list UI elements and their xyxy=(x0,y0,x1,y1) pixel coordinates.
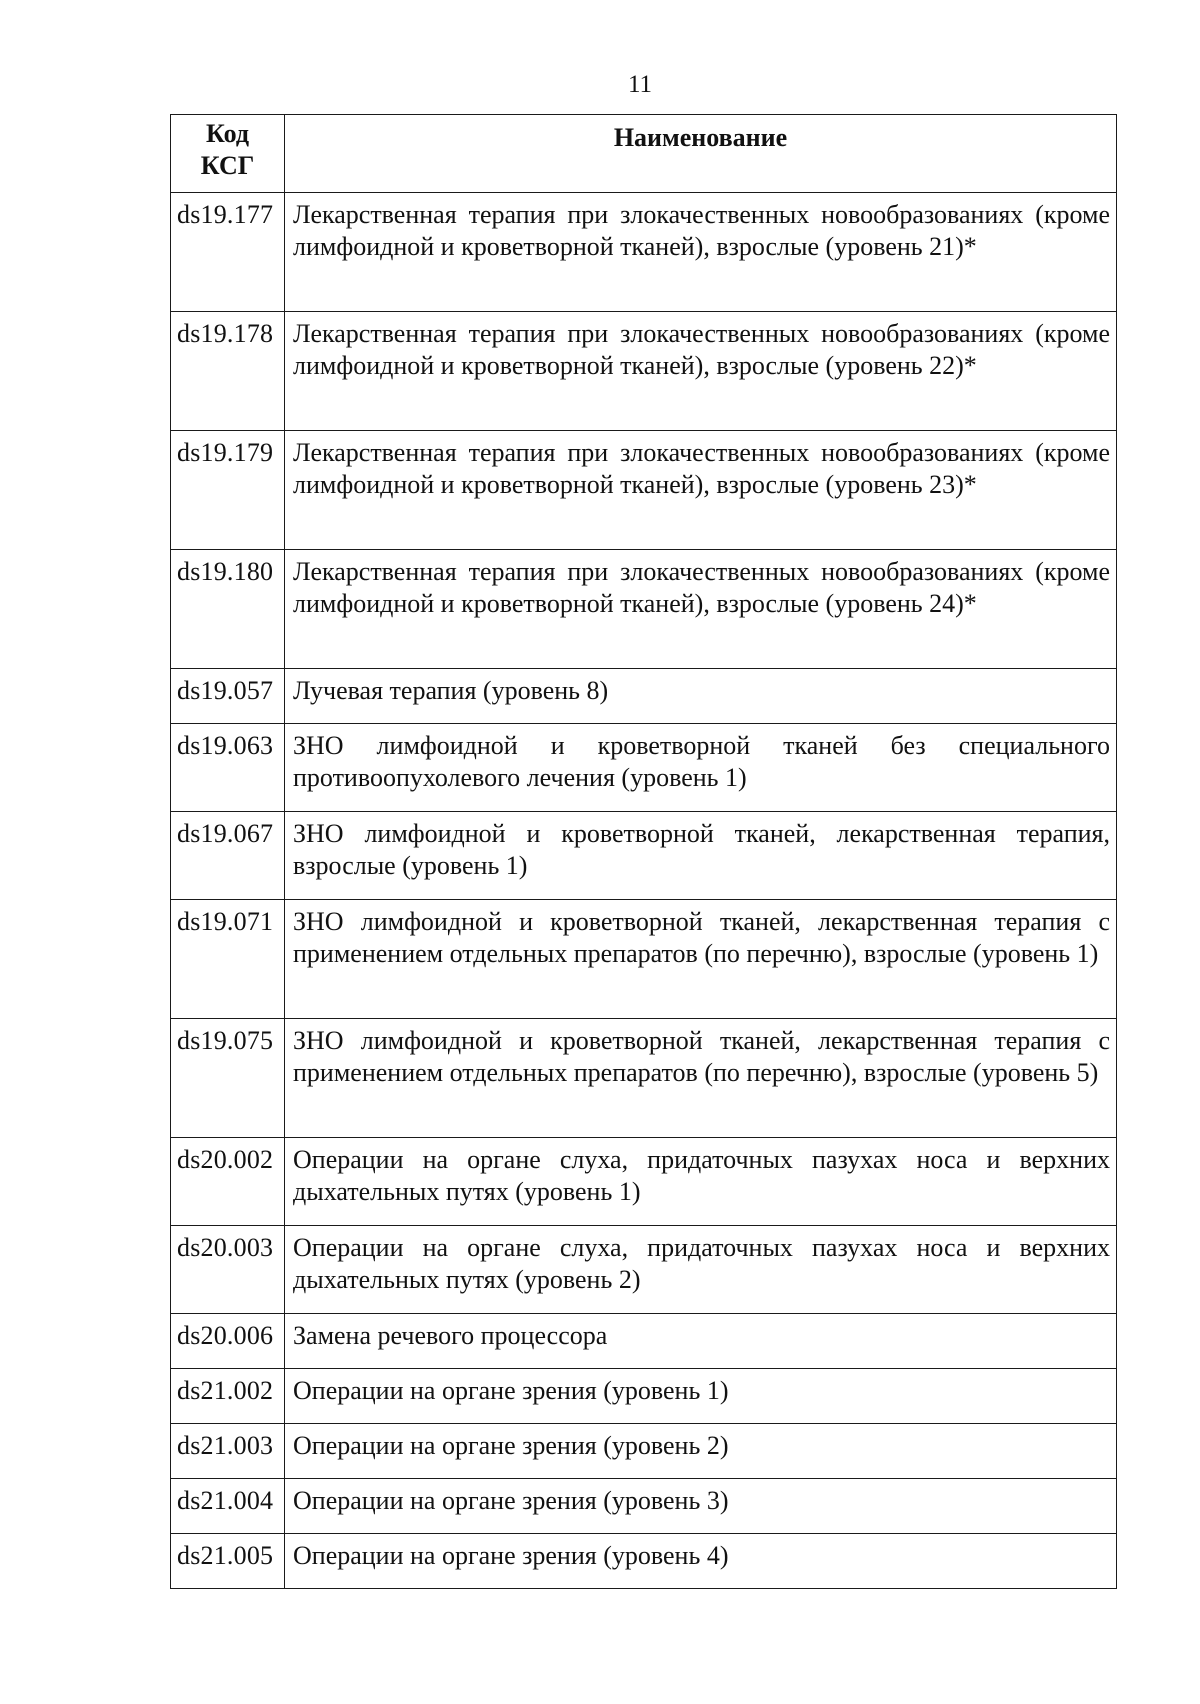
ksg-name-cell: Операции на органе зрения (уровень 4) xyxy=(285,1534,1117,1589)
page-number: 11 xyxy=(627,71,653,98)
ksg-name-cell: Операции на органе слуха, придаточных пазухах носа и верхних дыхательных путях (уровень 1) xyxy=(285,1138,1117,1226)
ksg-code-cell: ds21.002 xyxy=(171,1369,285,1424)
table-row xyxy=(171,193,1117,312)
ksg-code-cell: ds20.003 xyxy=(171,1226,285,1314)
ksg-code-cell: ds21.005 xyxy=(171,1534,285,1589)
column-header-name: Наименование xyxy=(285,115,1117,193)
table-row xyxy=(171,812,1117,900)
ksg-name-cell: Лучевая терапия (уровень 8) xyxy=(285,669,1117,724)
ksg-code-cell: ds19.075 xyxy=(171,1019,285,1138)
ksg-code-cell: ds19.178 xyxy=(171,312,285,431)
table-row xyxy=(171,312,1117,431)
ksg-name-cell: Лекарственная терапия при злокачественных новообразованиях (кроме лимфоидной и кроветворной тканей), взрослые (уровень 23)* xyxy=(285,431,1117,550)
table-row xyxy=(171,669,1117,724)
table-header-row xyxy=(171,115,1117,193)
table-row xyxy=(171,1019,1117,1138)
ksg-code-cell: ds20.002 xyxy=(171,1138,285,1226)
ksg-name-cell: Операции на органе зрения (уровень 1) xyxy=(285,1369,1117,1424)
column-header-code xyxy=(171,115,285,193)
ksg-name-cell: ЗНО лимфоидной и кроветворной тканей, лекарственная терапия с применением отдельных препаратов (по перечню), взрослые (уровень 1) xyxy=(285,900,1117,1019)
ksg-name-cell: Лекарственная терапия при злокачественных новообразованиях (кроме лимфоидной и кроветворной тканей), взрослые (уровень 24)* xyxy=(285,550,1117,669)
ksg-name-cell: Лекарственная терапия при злокачественных новообразованиях (кроме лимфоидной и кроветворной тканей), взрослые (уровень 22)* xyxy=(285,312,1117,431)
column-header-code-line2: КСГ xyxy=(200,151,255,180)
table-row xyxy=(171,1138,1117,1226)
ksg-code-cell: ds19.071 xyxy=(171,900,285,1019)
ksg-code-cell: ds19.067 xyxy=(171,812,285,900)
table-row xyxy=(171,1369,1117,1424)
ksg-code-cell: ds19.057 xyxy=(171,669,285,724)
table-row xyxy=(171,1226,1117,1314)
ksg-code-cell: ds19.177 xyxy=(171,193,285,312)
table-row xyxy=(171,550,1117,669)
table-row xyxy=(171,724,1117,812)
ksg-name-cell: Лекарственная терапия при злокачественных новообразованиях (кроме лимфоидной и кроветворной тканей), взрослые (уровень 21)* xyxy=(285,193,1117,312)
ksg-name-cell: ЗНО лимфоидной и кроветворной тканей, лекарственная терапия с применением отдельных препаратов (по перечню), взрослые (уровень 5) xyxy=(285,1019,1117,1138)
ksg-table xyxy=(170,114,1117,1589)
ksg-name-cell: ЗНО лимфоидной и кроветворной тканей, лекарственная терапия, взрослые (уровень 1) xyxy=(285,812,1117,900)
ksg-code-cell: ds19.179 xyxy=(171,431,285,550)
ksg-name-cell: ЗНО лимфоидной и кроветворной тканей без специального противоопухолевого лечения (уровень 1) xyxy=(285,724,1117,812)
ksg-code-cell: ds21.003 xyxy=(171,1424,285,1479)
table-row xyxy=(171,1479,1117,1534)
ksg-name-cell: Операции на органе зрения (уровень 3) xyxy=(285,1479,1117,1534)
ksg-name-cell: Операции на органе слуха, придаточных пазухах носа и верхних дыхательных путях (уровень 2) xyxy=(285,1226,1117,1314)
table-row xyxy=(171,1314,1117,1369)
table-row xyxy=(171,431,1117,550)
ksg-code-cell: ds19.180 xyxy=(171,550,285,669)
column-header-code-line1: Код xyxy=(206,119,249,148)
ksg-code-cell: ds21.004 xyxy=(171,1479,285,1534)
ksg-code-cell: ds20.006 xyxy=(171,1314,285,1369)
ksg-name-cell: Операции на органе зрения (уровень 2) xyxy=(285,1424,1117,1479)
table-row xyxy=(171,900,1117,1019)
ksg-name-cell: Замена речевого процессора xyxy=(285,1314,1117,1369)
table-row xyxy=(171,1424,1117,1479)
table-row xyxy=(171,1534,1117,1589)
ksg-code-cell: ds19.063 xyxy=(171,724,285,812)
